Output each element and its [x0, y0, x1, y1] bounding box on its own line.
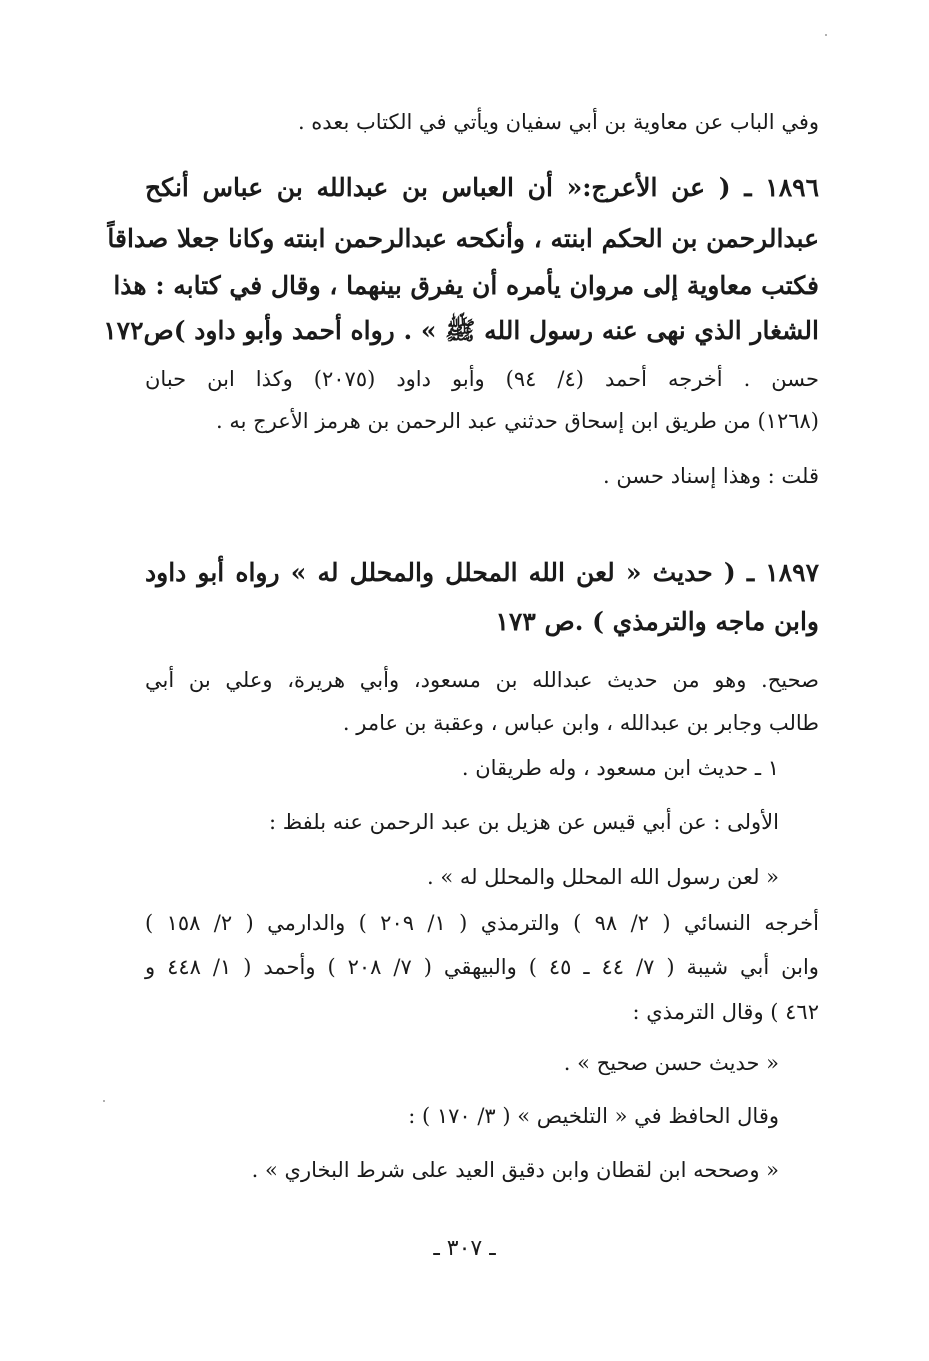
takhrij-1897-line-9: « حديث حسن صحيح » .	[563, 1051, 779, 1075]
takhrij-1897-line-10: وقال الحافظ في « التلخيص » ( ٣/ ١٧٠ ) :	[408, 1104, 779, 1128]
hadith-1896-line-4: الشغار الذي نهى عنه رسول الله ﷺ » . رواه أحمد وأبو داود )ص١٧٢	[103, 316, 819, 345]
scan-speck	[103, 1100, 105, 1102]
takhrij-1896-line-1: حسن . أخرجه أحمد (٤/ ٩٤) وأبو داود (٢٠٧٥) وكذا ابن حبان	[145, 367, 819, 391]
comment-1896: قلت : وهذا إسناد حسن .	[602, 464, 819, 488]
takhrij-1897-line-6: أخرجه النسائي ( ٢/ ٩٨ ) والترمذي ( ١/ ٢٠٩ ) والدارمي ( ٢/ ١٥٨ )	[145, 911, 819, 935]
takhrij-1897-line-5: « لعن رسول الله المحلل والمحلل له » .	[427, 865, 779, 889]
scan-speck	[825, 34, 827, 36]
hadith-1897-line-2: وابن ماجه والترمذي ) .ص ١٧٣	[495, 607, 819, 636]
takhrij-1897-line-4: الأولى : عن أبي قيس عن هزيل بن عبد الرحمن عنه بلفظ :	[268, 810, 779, 834]
takhrij-1897-line-11: « وصححه ابن لقطان وابن دقيق العيد على شرط البخاري » .	[251, 1158, 779, 1182]
hadith-1896-line-3: فكتب معاوية إلى مروان يأمره أن يفرق بينهما ، وقال في كتابه : هذا	[113, 271, 819, 300]
hadith-1897-line-1: ١٨٩٧ ـ ( حديث « لعن الله المحلل والمحلل له » رواه أبو داود	[145, 558, 819, 587]
takhrij-1897-line-3: ١ ـ حديث ابن مسعود ، وله طريقان .	[461, 756, 779, 780]
takhrij-1897-line-8: ٤٦٢ ) وقال الترمذي :	[632, 1000, 819, 1024]
page-number: ـ ٣٠٧ ـ	[433, 1236, 496, 1261]
takhrij-1896-line-2: (١٢٦٨) من طريق ابن إسحاق حدثني عبد الرحمن بن هرمز الأعرج به .	[216, 409, 819, 433]
takhrij-1897-line-7: وابن أبي شيبة ( ٧/ ٤٤ ـ ٤٥ ) والبيهقي ( ٧/ ٢٠٨ ) وأحمد ( ١/ ٤٤٨ و	[145, 955, 819, 979]
takhrij-1897-line-1: صحيح. وهو من حديث عبدالله بن مسعود، وأبي هريرة، وعلي بن أبي	[145, 668, 819, 692]
hadith-1896-line-2: عبدالرحمن بن الحكم ابنته ، وأنكحه عبدالرحمن ابنته وكانا جعلا صداقاً	[107, 224, 819, 253]
text-line-1: وفي الباب عن معاوية بن أبي سفيان ويأتي في الكتاب بعده .	[297, 110, 819, 134]
hadith-1896-line-1: ١٨٩٦ ـ ( عن الأعرج:« أن العباس بن عبدالله بن عباس أنكح	[145, 173, 819, 202]
takhrij-1897-line-2: طالب وجابر بن عبدالله ، وابن عباس ، وعقبة بن عامر .	[342, 711, 819, 735]
